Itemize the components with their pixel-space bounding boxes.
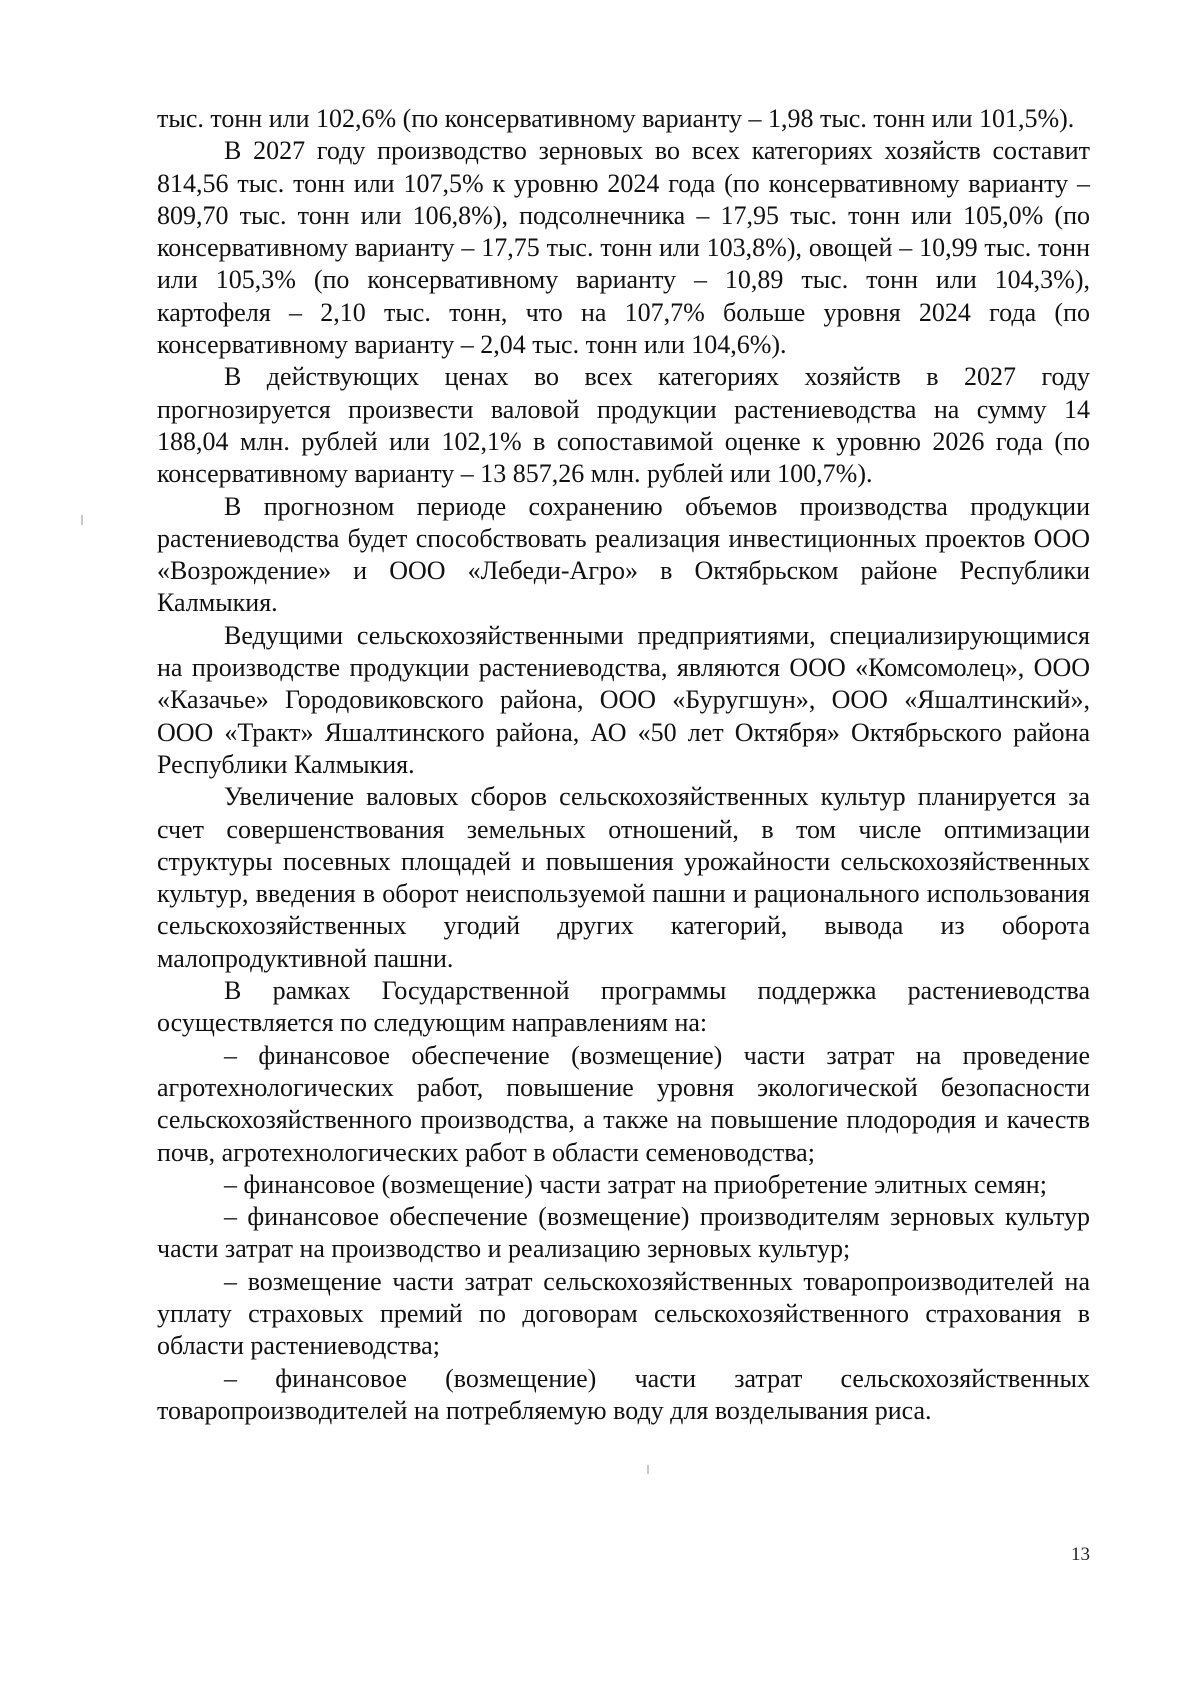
paragraph-crop-forecast-2027: В 2027 году производство зерновых во всех категориях хозяйств составит 814,56 тыс. тонн или 107,5% к уровню 2024 года (по консервативному варианту – 809,70 тыс. тонн или 106,8%), подсолнечника – 17,95 тыс. тонн или 105,0% (по консервативному варианту – 17,75 тыс. тонн или 103,8%), овощей – 10,99 тыс. тонн или 105,3% (по консервативному варианту – 10,89 тыс. тонн или 104,3%), картофеля – 2,10 тыс. тонн, что на 107,7% больше уровня 2024 года (по консервативному варианту – 2,04 тыс. тонн или 104,6%). [157,136,1090,360]
paragraph-leading-enterprises: Ведущими сельскохозяйственными предприятиями, специализирующимися на производстве продукции растениеводства, являются ООО «Комсомолец», ООО «Казачье» Городовиковского района, ООО «Буругшун», ООО «Яшалтинский», ООО «Тракт» Яшалтинского района, АО «50 лет Октября» Октябрьского района Республики Калмыкия. [157,620,1090,779]
scan-speck [647,1465,649,1474]
document-body [157,103,1090,1427]
list-item-rice-water: – финансовое (возмещение) части затрат сельскохозяйственных товаропроизводителей на потребляемую воду для возделывания риса. [157,1363,1090,1425]
list-item-elite-seeds: – финансовое (возмещение) части затрат на приобретение элитных семян; [224,1169,1047,1199]
scan-speck [81,515,83,525]
list-item-insurance-premiums: – возмещение части затрат сельскохозяйственных товаропроизводителей на уплату страховых премий по договорам сельскохозяйственного страхования в области растениеводства; [157,1266,1090,1361]
paragraph-continuation: тыс. тонн или 102,6% (по консервативному варианту – 1,98 тыс. тонн или 101,5%). [157,104,1075,133]
list-item-grain-producers: – финансовое обеспечение (возмещение) производителям зерновых культур части затрат на производство и реализацию зерновых культур; [157,1202,1090,1264]
paragraph-harvest-increase: Увеличение валовых сборов сельскохозяйственных культур планируется за счет совершенствования земельных отношений, в том числе оптимизации структуры посевных площадей и повышения урожайности сельскохозяйственных культур, введения в оборот неиспользуемой пашни и рационального использования сельскохозяйственных угодий других категорий, вывода из оборота малопродуктивной пашни. [157,782,1090,973]
list-item-agrotech-works: – финансовое обеспечение (возмещение) части затрат на проведение агротехнологических работ, повышение уровня экологической безопасности сельскохозяйственного производства, а также на повышение плодородия и качеств почв, агротехнологических работ в области семеноводства; [157,1040,1090,1167]
paragraph-gross-output-value: В действующих ценах во всех категориях хозяйств в 2027 году прогнозируется произвести валовой продукции растениеводства на сумму 14 188,04 млн. рублей или 102,1% в сопоставимой оценке к уровню 2026 года (по консервативному варианту – 13 857,26 млн. рублей или 100,7%). [157,362,1090,489]
page-number: 13 [1071,1544,1090,1565]
paragraph-state-program-support: В рамках Государственной программы поддержка растениеводства осуществляется по следующим направлениям на: [157,976,1090,1038]
paragraph-investment-projects: В прогнозном периоде сохранению объемов производства продукции растениеводства будет способствовать реализация инвестиционных проектов ООО «Возрождение» и ООО «Лебеди-Агро» в Октябрьском районе Республики Калмыкия. [157,491,1090,618]
